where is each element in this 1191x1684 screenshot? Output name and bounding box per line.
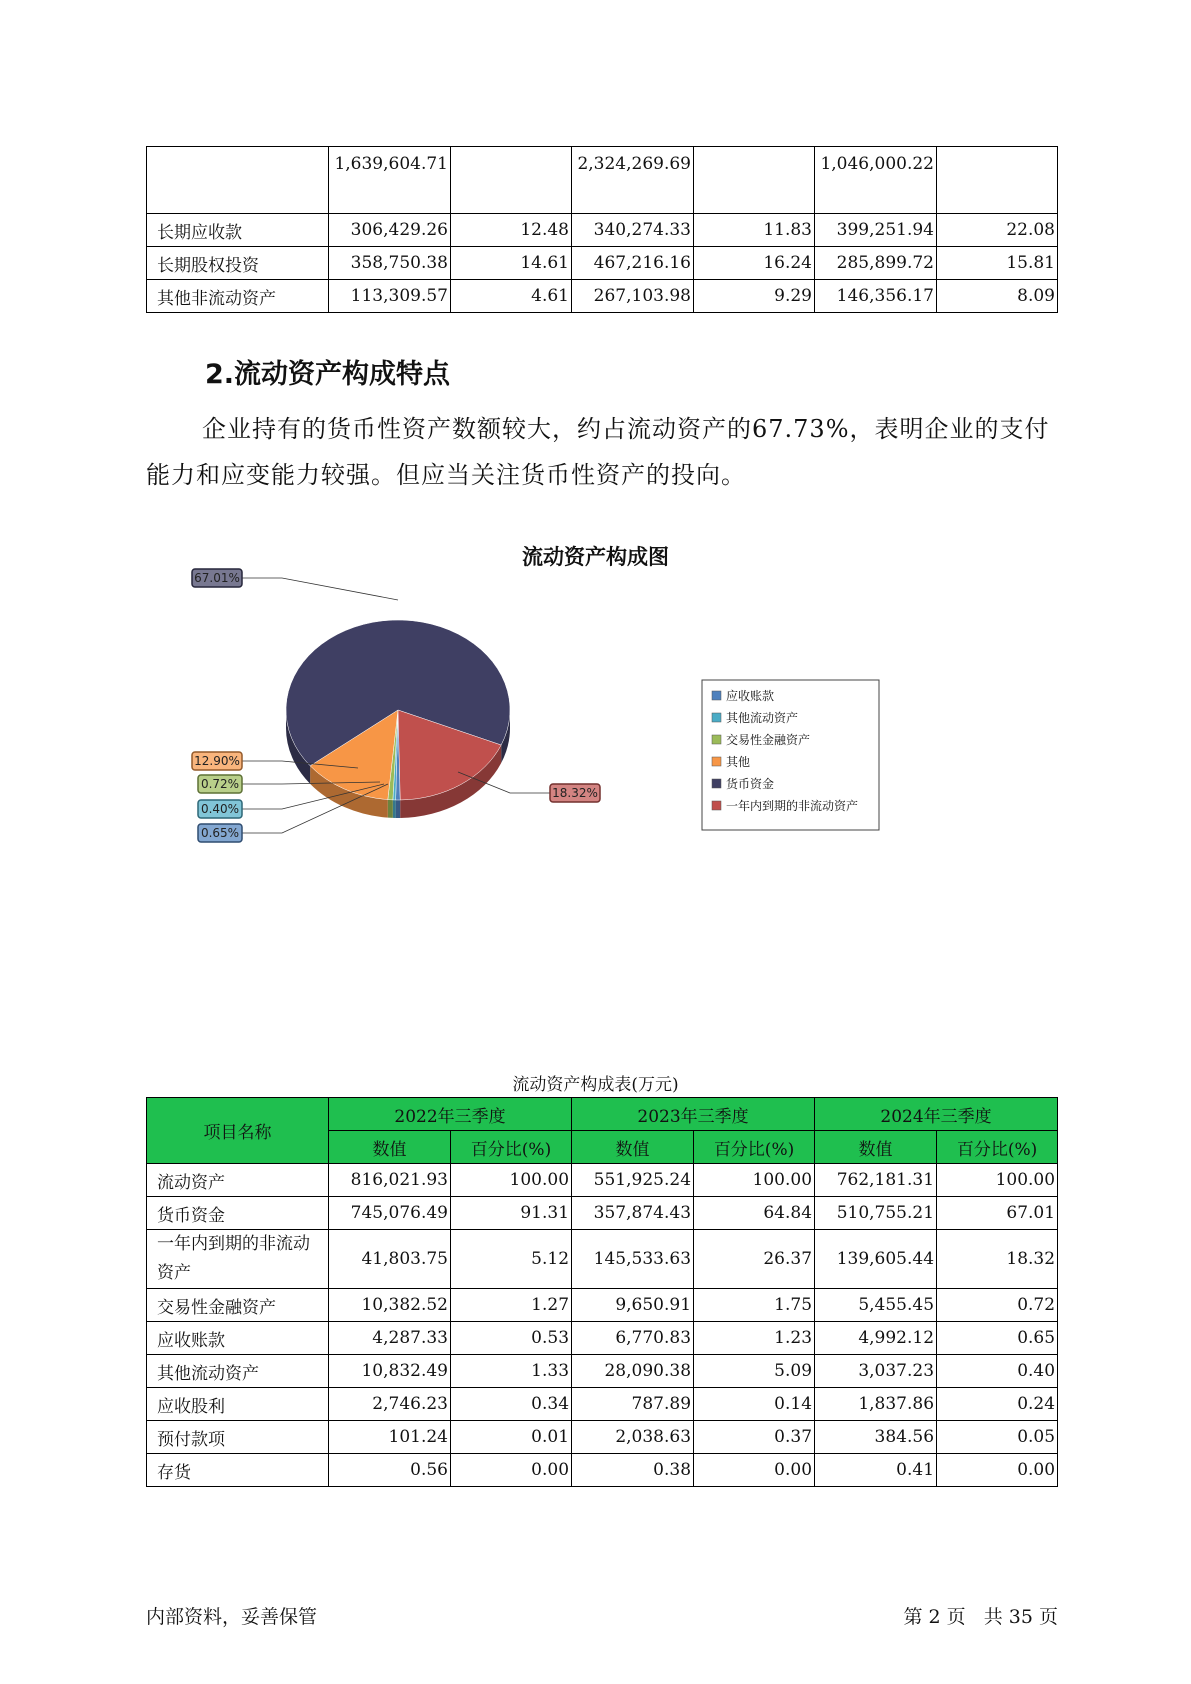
legend-item-label: 其他流动资产 [726, 711, 799, 725]
legend-item-label: 应收账款 [726, 689, 775, 703]
row-label: 应收账款 [147, 1322, 329, 1355]
current-assets-pie-chart [180, 571, 900, 890]
table-cell [451, 147, 572, 214]
table-cell: 长期应收款 [147, 214, 329, 247]
legend-item-label: 交易性金融资产 [726, 733, 811, 747]
table-cell: 551,925.24 [572, 1164, 694, 1197]
data-label: 0.72% [200, 777, 240, 791]
row-label: 预付款项 [147, 1421, 329, 1454]
section-heading: 2.流动资产构成特点 [205, 359, 451, 390]
pie-slice-side [393, 800, 396, 818]
data-label: 0.40% [200, 802, 240, 816]
table-cell: 0.05 [937, 1421, 1058, 1454]
data-label: 0.65% [200, 826, 240, 840]
table-row [147, 1454, 1058, 1487]
table-cell: 0.01 [451, 1421, 572, 1454]
table-cell: 0.72 [937, 1289, 1058, 1322]
table-row [147, 280, 1058, 313]
table-cell: 0.00 [937, 1454, 1058, 1487]
column-header-period: 2022年三季度 [329, 1098, 572, 1131]
table-row [147, 1355, 1058, 1388]
table-cell: 67.01 [937, 1197, 1058, 1230]
legend-swatch [712, 779, 721, 788]
column-header-value: 数值 [329, 1131, 451, 1164]
column-header-pct: 百分比(%) [937, 1131, 1058, 1164]
column-header-item: 项目名称 [147, 1098, 329, 1164]
table-cell: 41,803.75 [329, 1230, 451, 1289]
table-cell: 64.84 [694, 1197, 815, 1230]
table-cell [937, 147, 1058, 214]
table-cell: 8.09 [937, 280, 1058, 313]
table-row [147, 1421, 1058, 1454]
table-cell: 384.56 [815, 1421, 937, 1454]
table-cell: 5.12 [451, 1230, 572, 1289]
table-cell: 22.08 [937, 214, 1058, 247]
table-cell: 3,037.23 [815, 1355, 937, 1388]
table-cell: 358,750.38 [329, 247, 451, 280]
table-caption: 流动资产构成表(万元) [512, 1075, 679, 1095]
table-row [147, 1197, 1058, 1230]
table-cell: 长期股权投资 [147, 247, 329, 280]
column-header-value: 数值 [572, 1131, 694, 1164]
legend-swatch [712, 691, 721, 700]
table-cell: 285,899.72 [815, 247, 937, 280]
chart-legend [702, 680, 879, 830]
table-cell: 2,324,269.69 [572, 147, 694, 214]
table-cell: 6,770.83 [572, 1322, 694, 1355]
table-cell: 10,832.49 [329, 1355, 451, 1388]
data-label: 12.90% [194, 754, 240, 768]
table-cell: 4.61 [451, 280, 572, 313]
table-cell: 14.61 [451, 247, 572, 280]
row-label: 货币资金 [147, 1197, 329, 1230]
pie-slice-side [388, 800, 393, 818]
table-cell: 139,605.44 [815, 1230, 937, 1289]
table-cell: 28,090.38 [572, 1355, 694, 1388]
table-cell: 2,038.63 [572, 1421, 694, 1454]
table-row [147, 247, 1058, 280]
table-cell: 306,429.26 [329, 214, 451, 247]
legend-item-label: 其他 [726, 755, 751, 769]
table-cell: 0.38 [572, 1454, 694, 1487]
legend-swatch [712, 801, 721, 810]
current-assets-table [146, 1097, 1058, 1487]
table-cell: 0.34 [451, 1388, 572, 1421]
row-label: 其他流动资产 [147, 1355, 329, 1388]
table-cell: 340,274.33 [572, 214, 694, 247]
table-cell [694, 147, 815, 214]
table-row [147, 214, 1058, 247]
table-cell: 1.27 [451, 1289, 572, 1322]
row-label: 一年内到期的非流动资产 [147, 1230, 329, 1289]
footer-confidential-note: 内部资料，妥善保管 [146, 1606, 318, 1628]
table-cell: 5.09 [694, 1355, 815, 1388]
table-cell: 510,755.21 [815, 1197, 937, 1230]
table-cell: 146,356.17 [815, 280, 937, 313]
table-cell: 1.75 [694, 1289, 815, 1322]
table-cell: 18.32 [937, 1230, 1058, 1289]
table-header-row [147, 1098, 1058, 1131]
table-cell: 0.56 [329, 1454, 451, 1487]
legend-item-label: 一年内到期的非流动资产 [726, 799, 859, 813]
table-cell: 0.37 [694, 1421, 815, 1454]
table-cell: 100.00 [694, 1164, 815, 1197]
table-cell: 816,021.93 [329, 1164, 451, 1197]
body-paragraph: 企业持有的货币性资产数额较大，约占流动资产的67.73%，表明企业的支付能力和应变能力较强。但应当关注货币性资产的投向。 [146, 415, 1050, 489]
table-cell: 0.14 [694, 1388, 815, 1421]
table-cell: 1,046,000.22 [815, 147, 937, 214]
chart-title: 流动资产构成图 [522, 545, 669, 569]
table-cell: 9,650.91 [572, 1289, 694, 1322]
table-cell: 16.24 [694, 247, 815, 280]
legend-swatch [712, 735, 721, 744]
table-cell: 267,103.98 [572, 280, 694, 313]
table-cell: 1,639,604.71 [329, 147, 451, 214]
table-cell: 26.37 [694, 1230, 815, 1289]
table-cell: 0.00 [694, 1454, 815, 1487]
table-cell: 100.00 [937, 1164, 1058, 1197]
table-cell: 10,382.52 [329, 1289, 451, 1322]
footer-page-number: 第 2 页 共 35 页 [903, 1606, 1058, 1628]
row-label: 应收股利 [147, 1388, 329, 1421]
table-cell: 762,181.31 [815, 1164, 937, 1197]
table-cell: 100.00 [451, 1164, 572, 1197]
column-header-value: 数值 [815, 1131, 937, 1164]
legend-swatch [712, 713, 721, 722]
table-cell: 0.00 [451, 1454, 572, 1487]
pie-slice-side [396, 800, 401, 818]
table-cell: 1.33 [451, 1355, 572, 1388]
table-cell: 2,746.23 [329, 1388, 451, 1421]
row-label: 存货 [147, 1454, 329, 1487]
table-cell: 12.48 [451, 214, 572, 247]
legend-swatch [712, 757, 721, 766]
table-cell: 0.40 [937, 1355, 1058, 1388]
table-row [147, 1164, 1058, 1197]
table-cell: 0.24 [937, 1388, 1058, 1421]
table-cell: 1.23 [694, 1322, 815, 1355]
table-row [147, 1388, 1058, 1421]
row-label: 交易性金融资产 [147, 1289, 329, 1322]
table-cell: 9.29 [694, 280, 815, 313]
table-cell: 0.41 [815, 1454, 937, 1487]
noncurrent-assets-table [146, 146, 1058, 313]
column-header-period: 2024年三季度 [815, 1098, 1058, 1131]
table-cell: 101.24 [329, 1421, 451, 1454]
data-label: 18.32% [552, 786, 598, 800]
table-row [147, 1322, 1058, 1355]
table-cell: 4,287.33 [329, 1322, 451, 1355]
table-cell: 4,992.12 [815, 1322, 937, 1355]
table-cell: 其他非流动资产 [147, 280, 329, 313]
table-cell: 467,216.16 [572, 247, 694, 280]
table-cell: 357,874.43 [572, 1197, 694, 1230]
table-cell: 113,309.57 [329, 280, 451, 313]
data-label: 67.01% [194, 571, 240, 585]
table-row [147, 147, 1058, 214]
row-label: 流动资产 [147, 1164, 329, 1197]
table-cell: 91.31 [451, 1197, 572, 1230]
table-cell: 1,837.86 [815, 1388, 937, 1421]
table-cell: 0.53 [451, 1322, 572, 1355]
column-header-pct: 百分比(%) [451, 1131, 572, 1164]
table-cell: 15.81 [937, 247, 1058, 280]
table-cell: 5,455.45 [815, 1289, 937, 1322]
table-row [147, 1230, 1058, 1289]
table-cell: 0.65 [937, 1322, 1058, 1355]
table-cell: 745,076.49 [329, 1197, 451, 1230]
table-cell: 145,533.63 [572, 1230, 694, 1289]
table-row [147, 1289, 1058, 1322]
column-header-pct: 百分比(%) [694, 1131, 815, 1164]
table-cell [147, 147, 329, 214]
column-header-period: 2023年三季度 [572, 1098, 815, 1131]
legend-item-label: 货币资金 [726, 777, 775, 791]
table-cell: 399,251.94 [815, 214, 937, 247]
table-cell: 787.89 [572, 1388, 694, 1421]
table-cell: 11.83 [694, 214, 815, 247]
callout-leader-line [242, 578, 398, 600]
